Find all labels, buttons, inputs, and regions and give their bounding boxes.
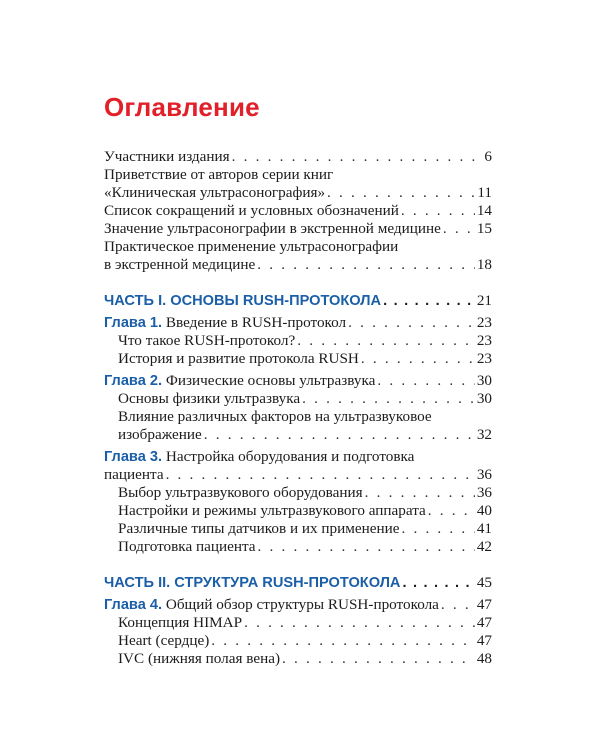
page-number: 36 [476, 466, 492, 483]
dot-leader [383, 292, 475, 310]
entry-text: Приветствие от авторов серии книг [104, 166, 334, 183]
part-title: ЧАСТЬ I. ОСНОВЫ RUSH-ПРОТОКОЛА [104, 293, 382, 309]
dot-leader [401, 202, 475, 220]
toc-chapter-3[interactable] [104, 448, 492, 484]
page-number: 18 [476, 256, 492, 273]
dot-leader [302, 390, 475, 408]
dot-leader [443, 220, 475, 238]
toc-section[interactable] [104, 538, 492, 556]
page-number: 47 [476, 614, 492, 631]
toc-part-2[interactable] [104, 574, 492, 592]
toc-section[interactable] [104, 650, 492, 668]
dot-leader [401, 520, 474, 538]
dot-leader [204, 426, 475, 444]
section-text: История и развитие протокола RUSH [118, 350, 359, 367]
page-number: 48 [476, 650, 492, 667]
dot-leader [244, 614, 475, 632]
entry-text: Участники издания [104, 148, 230, 165]
dot-leader [257, 256, 475, 274]
dot-leader [348, 314, 475, 332]
page-number: 30 [476, 372, 492, 389]
page-number: 45 [476, 574, 492, 591]
dot-leader [327, 184, 475, 202]
entry-text: Список сокращений и условных обозначений [104, 202, 399, 219]
toc-entry-practical[interactable] [104, 238, 492, 274]
dot-leader [166, 466, 475, 484]
chapter-label: Глава 1. [104, 315, 163, 331]
entry-text-cont: «Клиническая ультрасонография» [104, 184, 326, 201]
page-number: 21 [476, 292, 492, 309]
toc-section[interactable] [104, 614, 492, 632]
page-number: 6 [484, 148, 492, 165]
dot-leader [211, 632, 475, 650]
dot-leader [232, 148, 476, 166]
chapter-title: Настройка оборудования и подготовка [165, 448, 415, 465]
section-text-cont: изображение [118, 426, 202, 443]
toc-title: Оглавление [104, 92, 260, 122]
toc-chapter-2[interactable] [104, 372, 492, 390]
entry-text-cont: в экстренной медицине [104, 256, 256, 273]
page-number: 15 [476, 220, 492, 237]
part-title: ЧАСТЬ II. СТРУКТУРА RUSH-ПРОТОКОЛА [104, 575, 401, 591]
section-text: Heart (сердце) [118, 632, 210, 649]
section-text: Подготовка пациента [118, 538, 256, 555]
page-number: 23 [476, 314, 492, 331]
table-of-contents [104, 148, 492, 668]
toc-entry-importance[interactable] [104, 220, 492, 238]
toc-section[interactable] [104, 350, 492, 368]
toc-chapter-1[interactable] [104, 314, 492, 332]
section-text: Что такое RUSH-протокол? [118, 332, 296, 349]
section-text: IVC (нижняя полая вена) [118, 650, 281, 667]
toc-entry-contributors[interactable] [104, 148, 492, 166]
page-number: 36 [476, 484, 492, 501]
entry-text: Значение ультрасонографии в экстренной медицине [104, 220, 441, 237]
page-number: 23 [476, 332, 492, 349]
toc-section[interactable] [104, 332, 492, 350]
section-text: Основы физики ультразвука [118, 390, 301, 407]
toc-chapter-4[interactable] [104, 596, 492, 614]
toc-section[interactable] [104, 520, 492, 538]
chapter-title: Общий обзор структуры RUSH-протокола [165, 596, 439, 613]
page-number: 23 [476, 350, 492, 367]
dot-leader [258, 538, 475, 556]
page-number: 14 [476, 202, 492, 219]
dot-leader [402, 574, 474, 592]
toc-entry-abbreviations[interactable] [104, 202, 492, 220]
section-text: Концепция HIMAP [118, 614, 243, 631]
dot-leader [297, 332, 475, 350]
toc-part-1[interactable] [104, 292, 492, 310]
chapter-label: Глава 2. [104, 373, 163, 389]
page-number: 30 [476, 390, 492, 407]
section-text: Настройки и режимы ультразвукового аппарата [118, 502, 426, 519]
section-text: Различные типы датчиков и их применение [118, 520, 400, 537]
page-number: 47 [476, 596, 492, 613]
toc-section[interactable] [104, 484, 492, 502]
page-number: 47 [476, 632, 492, 649]
toc-section[interactable] [104, 502, 492, 520]
dot-leader [377, 372, 474, 390]
page-number: 11 [477, 184, 492, 201]
section-text: Влияние различных факторов на ультразвуковое [118, 408, 432, 425]
chapter-title: Физические основы ультразвука [165, 372, 376, 389]
dot-leader [428, 502, 475, 520]
entry-text: Практическое применение ультрасонографии [104, 238, 399, 255]
toc-section[interactable] [104, 390, 492, 408]
toc-section[interactable] [104, 632, 492, 650]
section-text: Выбор ультразвукового оборудования [118, 484, 363, 501]
chapter-label: Глава 4. [104, 597, 163, 613]
chapter-title-cont: пациента [104, 466, 164, 483]
dot-leader [365, 484, 475, 502]
dot-leader [441, 596, 475, 614]
toc-entry-greeting[interactable] [104, 166, 492, 202]
page-number: 41 [476, 520, 492, 537]
page-number: 40 [476, 502, 492, 519]
page-number: 32 [476, 426, 492, 443]
dot-leader [282, 650, 475, 668]
toc-section[interactable] [104, 408, 492, 444]
page-number: 42 [476, 538, 492, 555]
dot-leader [361, 350, 475, 368]
chapter-label: Глава 3. [104, 449, 163, 465]
chapter-title: Введение в RUSH-протокол [165, 314, 347, 331]
